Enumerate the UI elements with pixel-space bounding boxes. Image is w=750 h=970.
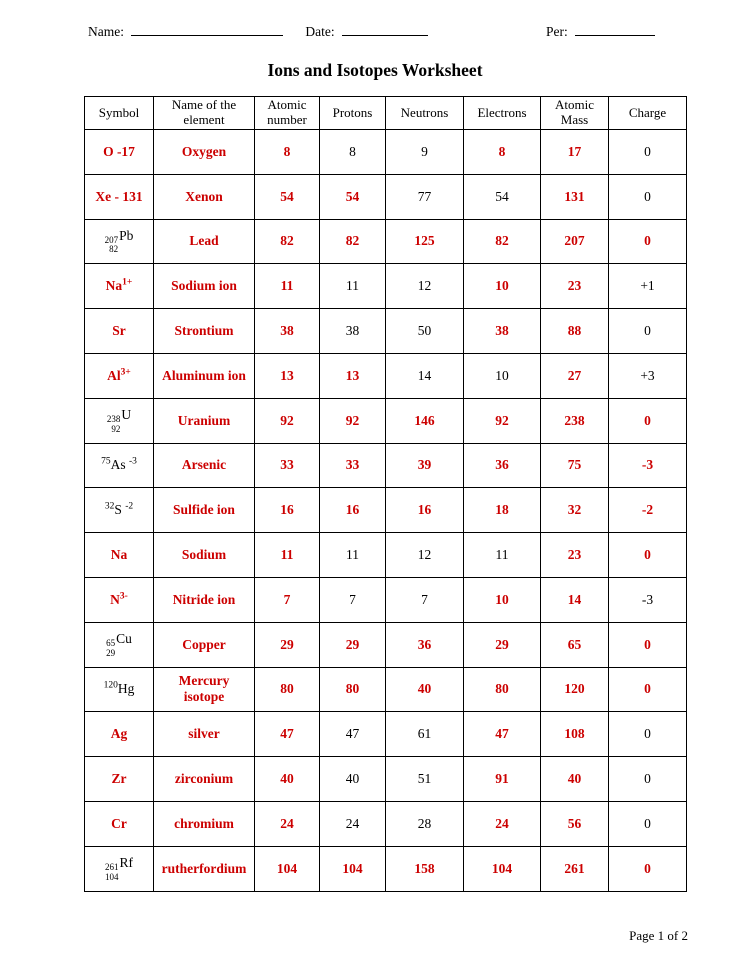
cell-charge: -2 xyxy=(609,488,687,533)
cell-electrons: 80 xyxy=(464,667,541,712)
table-row xyxy=(85,488,687,533)
col-header-element-name: Name of the element xyxy=(154,97,255,130)
cell-atomic-number: 16 xyxy=(255,488,320,533)
cell-protons: 38 xyxy=(320,309,386,354)
cell-charge: 0 xyxy=(609,846,687,891)
cell-protons: 40 xyxy=(320,757,386,802)
cell-element-name: Mercury isotope xyxy=(154,667,255,712)
cell-element-name: Sodium ion xyxy=(154,264,255,309)
table-row xyxy=(85,757,687,802)
cell-neutrons: 50 xyxy=(386,309,464,354)
cell-electrons: 91 xyxy=(464,757,541,802)
cell-neutrons: 12 xyxy=(386,264,464,309)
cell-symbol: 207 82 Pb xyxy=(85,219,154,264)
cell-protons: 104 xyxy=(320,846,386,891)
table-row xyxy=(85,130,687,175)
cell-symbol: 261 104 Rf xyxy=(85,846,154,891)
table-row xyxy=(85,219,687,264)
cell-protons: 11 xyxy=(320,533,386,578)
cell-symbol: $N^{3-}$ xyxy=(85,577,154,622)
cell-symbol: Ag xyxy=(85,712,154,757)
cell-protons: 33 xyxy=(320,443,386,488)
name-field-line xyxy=(131,24,283,36)
cell-neutrons: 9 xyxy=(386,130,464,175)
table-row xyxy=(85,174,687,219)
table-row xyxy=(85,533,687,578)
cell-atomic-mass: 23 xyxy=(541,533,609,578)
cell-protons: 54 xyxy=(320,174,386,219)
cell-charge: +3 xyxy=(609,353,687,398)
col-header-protons: Protons xyxy=(320,97,386,130)
worksheet-table xyxy=(84,96,687,892)
name-field-label: Name: xyxy=(88,24,124,39)
cell-atomic-number: 11 xyxy=(255,264,320,309)
col-header-neutrons: Neutrons xyxy=(386,97,464,130)
cell-atomic-mass: 56 xyxy=(541,801,609,846)
cell-atomic-number: 54 xyxy=(255,174,320,219)
cell-symbol: $^{120}$Hg xyxy=(85,667,154,712)
cell-charge: 0 xyxy=(609,622,687,667)
cell-electrons: 10 xyxy=(464,264,541,309)
cell-element-name: silver xyxy=(154,712,255,757)
col-header-atomic-number: Atomic number xyxy=(255,97,320,130)
cell-element-name: Oxygen xyxy=(154,130,255,175)
date-field-label: Date: xyxy=(305,24,335,39)
table-row xyxy=(85,398,687,443)
cell-electrons: 36 xyxy=(464,443,541,488)
cell-charge: +1 xyxy=(609,264,687,309)
cell-charge: 0 xyxy=(609,757,687,802)
table-row xyxy=(85,846,687,891)
cell-atomic-number: 24 xyxy=(255,801,320,846)
header-fields xyxy=(0,0,750,40)
cell-atomic-number: 92 xyxy=(255,398,320,443)
cell-neutrons: 40 xyxy=(386,667,464,712)
cell-element-name: chromium xyxy=(154,801,255,846)
cell-element-name: Sulfide ion xyxy=(154,488,255,533)
cell-protons: 29 xyxy=(320,622,386,667)
cell-protons: 47 xyxy=(320,712,386,757)
cell-neutrons: 77 xyxy=(386,174,464,219)
cell-neutrons: 28 xyxy=(386,801,464,846)
cell-atomic-number: 13 xyxy=(255,353,320,398)
cell-atomic-number: 11 xyxy=(255,533,320,578)
cell-atomic-mass: 108 xyxy=(541,712,609,757)
cell-electrons: 29 xyxy=(464,622,541,667)
cell-neutrons: 158 xyxy=(386,846,464,891)
cell-symbol: 65 29 Cu xyxy=(85,622,154,667)
table-header-row xyxy=(85,97,687,130)
cell-atomic-number: 47 xyxy=(255,712,320,757)
table-row xyxy=(85,577,687,622)
cell-atomic-number: 40 xyxy=(255,757,320,802)
cell-neutrons: 16 xyxy=(386,488,464,533)
cell-protons: 82 xyxy=(320,219,386,264)
cell-neutrons: 61 xyxy=(386,712,464,757)
cell-charge: 0 xyxy=(609,174,687,219)
cell-element-name: Nitride ion xyxy=(154,577,255,622)
cell-symbol: $^{75}$As $^{-3}$ xyxy=(85,443,154,488)
col-header-electrons: Electrons xyxy=(464,97,541,130)
cell-symbol: $^{32}$S $^{-2}$ xyxy=(85,488,154,533)
cell-protons: 80 xyxy=(320,667,386,712)
cell-symbol: O -17 xyxy=(85,130,154,175)
cell-atomic-number: 38 xyxy=(255,309,320,354)
cell-atomic-mass: 120 xyxy=(541,667,609,712)
cell-symbol: $Al^{3+}$ xyxy=(85,353,154,398)
cell-charge: 0 xyxy=(609,219,687,264)
cell-atomic-mass: 238 xyxy=(541,398,609,443)
period-field-line xyxy=(575,24,655,36)
table-row xyxy=(85,801,687,846)
isotope-notation: 65 29 xyxy=(106,638,116,658)
cell-electrons: 92 xyxy=(464,398,541,443)
cell-element-name: Xenon xyxy=(154,174,255,219)
cell-atomic-number: 80 xyxy=(255,667,320,712)
cell-atomic-mass: 23 xyxy=(541,264,609,309)
cell-protons: 13 xyxy=(320,353,386,398)
cell-charge: 0 xyxy=(609,130,687,175)
cell-symbol: Sr xyxy=(85,309,154,354)
cell-atomic-mass: 27 xyxy=(541,353,609,398)
table-row xyxy=(85,309,687,354)
cell-protons: 8 xyxy=(320,130,386,175)
cell-neutrons: 146 xyxy=(386,398,464,443)
date-field xyxy=(305,24,428,40)
cell-electrons: 82 xyxy=(464,219,541,264)
cell-element-name: Uranium xyxy=(154,398,255,443)
cell-symbol: 238 92 U xyxy=(85,398,154,443)
cell-symbol: Xe - 131 xyxy=(85,174,154,219)
cell-neutrons: 51 xyxy=(386,757,464,802)
cell-electrons: 54 xyxy=(464,174,541,219)
cell-protons: 11 xyxy=(320,264,386,309)
cell-atomic-mass: 261 xyxy=(541,846,609,891)
period-field xyxy=(546,24,655,40)
cell-electrons: 8 xyxy=(464,130,541,175)
cell-atomic-number: 104 xyxy=(255,846,320,891)
cell-electrons: 38 xyxy=(464,309,541,354)
cell-neutrons: 36 xyxy=(386,622,464,667)
worksheet-table-body xyxy=(85,130,687,892)
cell-electrons: 24 xyxy=(464,801,541,846)
cell-electrons: 104 xyxy=(464,846,541,891)
cell-atomic-mass: 131 xyxy=(541,174,609,219)
table-row xyxy=(85,712,687,757)
cell-atomic-mass: 40 xyxy=(541,757,609,802)
cell-element-name: Arsenic xyxy=(154,443,255,488)
isotope-notation: 238 92 xyxy=(106,414,121,434)
cell-symbol: Na xyxy=(85,533,154,578)
cell-electrons: 10 xyxy=(464,577,541,622)
table-row xyxy=(85,667,687,712)
cell-charge: -3 xyxy=(609,443,687,488)
cell-element-name: Sodium xyxy=(154,533,255,578)
cell-element-name: Aluminum ion xyxy=(154,353,255,398)
col-header-charge: Charge xyxy=(609,97,687,130)
cell-atomic-mass: 32 xyxy=(541,488,609,533)
cell-symbol: Zr xyxy=(85,757,154,802)
cell-charge: 0 xyxy=(609,801,687,846)
cell-symbol: Cr xyxy=(85,801,154,846)
cell-charge: -3 xyxy=(609,577,687,622)
page-number: Page 1 of 2 xyxy=(629,928,688,943)
cell-electrons: 47 xyxy=(464,712,541,757)
cell-protons: 92 xyxy=(320,398,386,443)
cell-element-name: zirconium xyxy=(154,757,255,802)
isotope-notation: 207 82 xyxy=(104,235,119,255)
cell-neutrons: 14 xyxy=(386,353,464,398)
cell-atomic-number: 29 xyxy=(255,622,320,667)
cell-charge: 0 xyxy=(609,533,687,578)
table-row xyxy=(85,443,687,488)
cell-electrons: 18 xyxy=(464,488,541,533)
cell-atomic-mass: 207 xyxy=(541,219,609,264)
cell-charge: 0 xyxy=(609,398,687,443)
cell-electrons: 11 xyxy=(464,533,541,578)
cell-atomic-number: 33 xyxy=(255,443,320,488)
cell-atomic-mass: 14 xyxy=(541,577,609,622)
cell-charge: 0 xyxy=(609,667,687,712)
period-field-label: Per: xyxy=(546,24,568,39)
table-row xyxy=(85,353,687,398)
cell-electrons: 10 xyxy=(464,353,541,398)
cell-atomic-mass: 88 xyxy=(541,309,609,354)
cell-element-name: Lead xyxy=(154,219,255,264)
cell-neutrons: 125 xyxy=(386,219,464,264)
cell-protons: 16 xyxy=(320,488,386,533)
cell-element-name: rutherfordium xyxy=(154,846,255,891)
cell-atomic-number: 82 xyxy=(255,219,320,264)
cell-atomic-number: 7 xyxy=(255,577,320,622)
col-header-symbol: Symbol xyxy=(85,97,154,130)
cell-charge: 0 xyxy=(609,712,687,757)
cell-neutrons: 39 xyxy=(386,443,464,488)
cell-symbol: $Na^{1+}$ xyxy=(85,264,154,309)
name-field xyxy=(88,24,283,40)
cell-atomic-mass: 65 xyxy=(541,622,609,667)
cell-neutrons: 7 xyxy=(386,577,464,622)
cell-charge: 0 xyxy=(609,309,687,354)
cell-atomic-mass: 75 xyxy=(541,443,609,488)
cell-protons: 7 xyxy=(320,577,386,622)
cell-element-name: Strontium xyxy=(154,309,255,354)
table-row xyxy=(85,622,687,667)
cell-neutrons: 12 xyxy=(386,533,464,578)
table-row xyxy=(85,264,687,309)
col-header-atomic-mass: Atomic Mass xyxy=(541,97,609,130)
date-field-line xyxy=(342,24,428,36)
cell-element-name: Copper xyxy=(154,622,255,667)
cell-atomic-mass: 17 xyxy=(541,130,609,175)
cell-atomic-number: 8 xyxy=(255,130,320,175)
cell-protons: 24 xyxy=(320,801,386,846)
isotope-notation: 261 104 xyxy=(105,862,119,882)
page-title: Ions and Isotopes Worksheet xyxy=(267,60,483,80)
